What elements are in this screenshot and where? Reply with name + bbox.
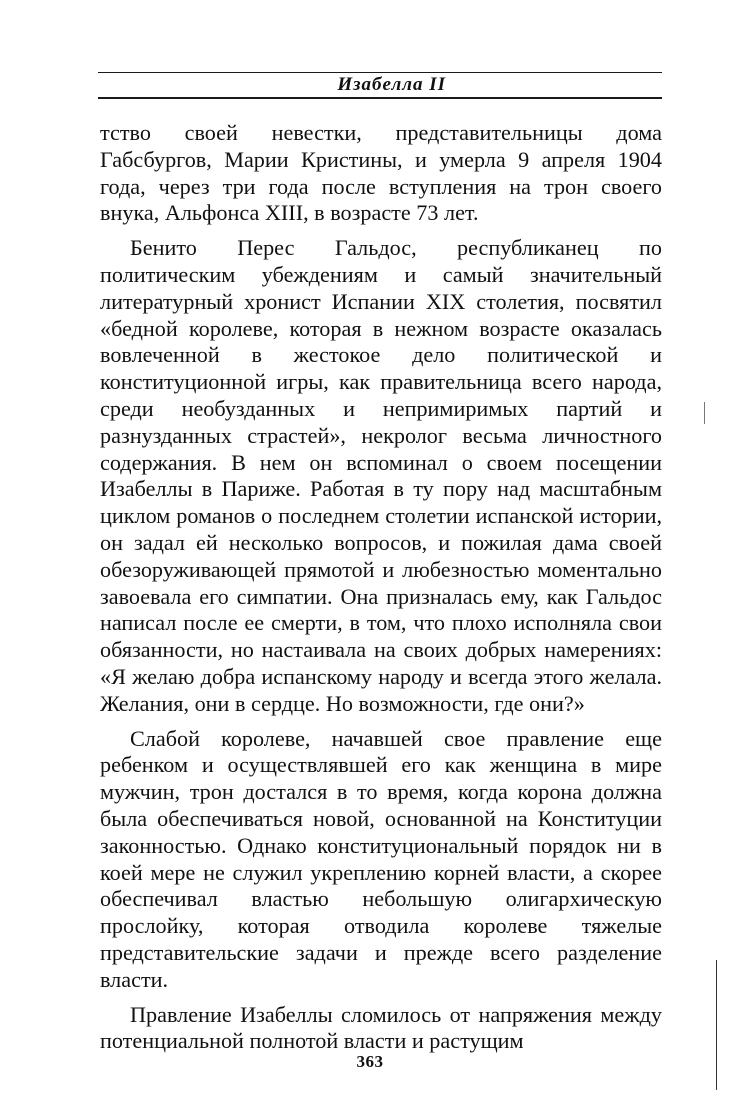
running-header bbox=[98, 68, 662, 102]
paragraph-weak-queen: Слабой королеве, начавшей свое правление еще ребенком и осуществлявшей его как женщина в мире мужчин, трон достался в то время, когда корона должна была обеспечиваться новой, основанной на Конституции законностью. Однако конституциональный порядок ни в коей мере не служил укреплению корней власти, а скорее обеспечивал властью небольшую олигархическую прослойку, которая отводила королеве тяжелые представительские задачи и прежде всего разделение власти. bbox=[100, 725, 662, 992]
paragraph-continued: тство своей невестки, представительницы дома Габсбургов, Марии Кристины, и умерла 9 апреля 1904 года, через три года после вступления на трон своего внука, Альфонса XIII, в возрасте 73 лет. bbox=[100, 120, 662, 226]
body-text bbox=[100, 120, 662, 1055]
header-bottom-rule bbox=[98, 97, 662, 99]
paragraph-galdos: Бенито Перес Гальдос, республиканец по политическим убеждениям и самый значительный литературный хронист Испании XIX столетия, посвятил «бедной королеве, которая в нежном возрасте оказалась вовлеченной в жестокое дело политической и конституционной игры, как правительница всего народа, среди необузданных и непримиримых партий и разнузданных страстей», некролог весьма личностного содержания. В нем он вспоминал о своем посещении Изабеллы в Париже. Работая в ту пору над масштабным циклом романов о последнем столетии испанской истории, он задал ей несколько вопросов, и пожилая дама своей обезоруживающей прямотой и любезностью моментально завоевала его симпатии. Она призналась ему, как Гальдос написал после ее смерти, в том, что плохо исполняла свои обязанности, но настаивала на своих добрых намерениях: «Я желаю добра испанскому народу и всегда этого желала. Желания, они в сердце. Но возможности, где они?» bbox=[100, 235, 662, 716]
running-header-title: Изабелла II bbox=[337, 74, 446, 95]
binding-edge-line bbox=[716, 960, 717, 1090]
paragraph-reign: Правление Изабеллы сломилось от напряжения между потенциальной полнотой власти и растущим bbox=[100, 1001, 662, 1054]
scan-mark bbox=[704, 402, 705, 424]
page-number: 363 bbox=[356, 1052, 384, 1071]
